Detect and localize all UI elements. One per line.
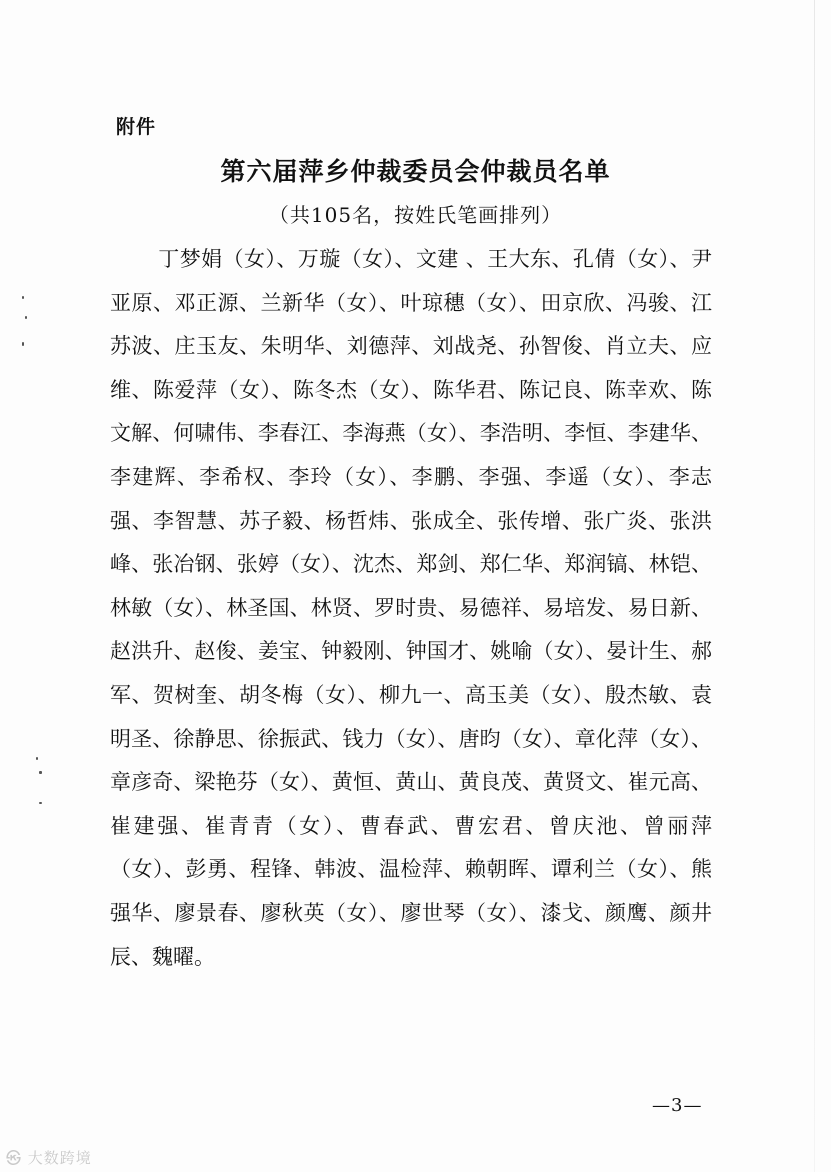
watermark-logo-icon: ㉿ xyxy=(6,1149,23,1167)
scan-mark xyxy=(22,342,24,346)
scan-mark xyxy=(25,316,27,319)
arbitrator-name-list: 丁梦娟（女）、万璇（女）、文建 、王大东、孔倩（女）、尹亚原、邓正源、兰新华（女）、叶琼穗（女）、田京欣、冯骏、江苏波、庄玉友、朱明华、刘德萍、刘战尧、孙智俊、肖立夫、应维、陈爱萍（女）、陈冬杰（女）、陈华君、陈记良、陈幸欢、陈文解、何啸伟、李春江、李海燕（女）、李浩明、李恒、李建华、李建辉、李希权、李玲（女）、李鹏、李强、李遥（女）、李志强、李智慧、苏子毅、杨哲炜、张成全、张传增、张广炎、张洪峰、张冶钢、张婷（女）、沈杰、郑剑、郑仁华、郑润镐、林铠、林敏（女）、林圣国、林贤、罗时贵、易德祥、易培发、易日新、赵洪升、赵俊、姜宝、钟毅刚、钟国才、姚喻（女）、晏计生、郝军、贺树奎、胡冬梅（女）、柳九一、高玉美（女）、殷杰敏、袁明圣、徐静思、徐振武、钱力（女）、唐昀（女）、章化萍（女）、章彦奇、梁艳芬（女）、黄恒、黄山、黄良茂、黄贤文、崔元高、崔建强、崔青青（女）、曹春武、曹宏君、曾庆池、曾丽萍（女）、彭勇、程锋、韩波、温检萍、赖朝晖、谭利兰（女）、熊强华、廖景春、廖秋英（女）、廖世琴（女）、漆戈、颜鹰、颜井辰、魏曜。 xyxy=(110,247,712,969)
scan-mark xyxy=(39,802,42,804)
attachment-label: 附件 xyxy=(116,116,157,138)
document-title: 第六届萍乡仲裁委员会仲裁员名单 xyxy=(220,157,611,186)
document-subtitle: （共105名，按姓氏笔画排列） xyxy=(268,203,563,227)
page-number: —3— xyxy=(652,1095,703,1116)
scan-mark xyxy=(36,757,38,760)
scan-mark xyxy=(22,296,24,299)
watermark-text: 大数跨境 xyxy=(27,1149,92,1167)
watermark xyxy=(6,1147,92,1168)
scan-mark xyxy=(39,771,42,774)
